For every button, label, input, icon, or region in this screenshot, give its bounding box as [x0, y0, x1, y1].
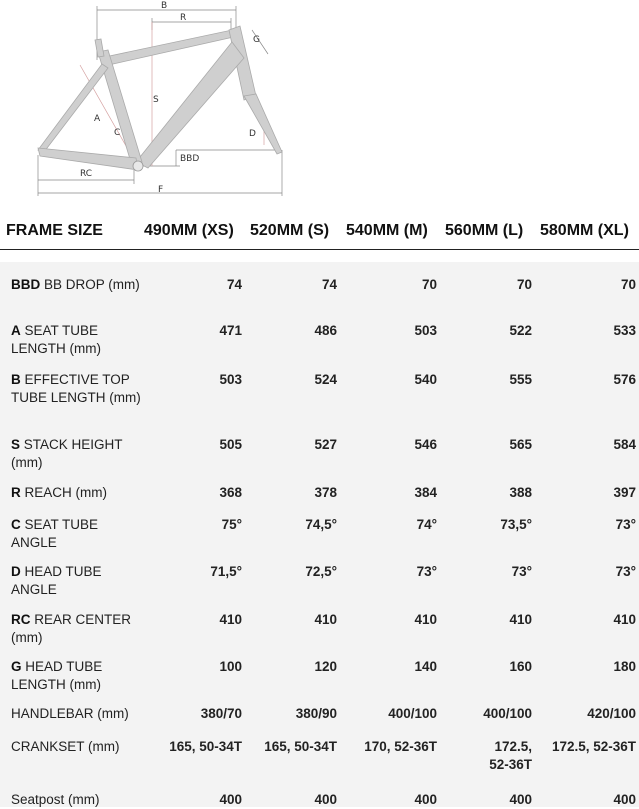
row-label: C SEAT TUBE ANGLE	[11, 517, 99, 550]
cell: 397	[613, 485, 636, 500]
dim-label-bbd: BBD	[180, 154, 200, 164]
header-size-s: 520MM (S)	[250, 222, 330, 239]
cell: 486	[314, 323, 337, 338]
cell: 165, 50-34T	[169, 739, 242, 754]
cell: 471	[219, 323, 242, 338]
cell: 73,5°	[500, 517, 532, 532]
cell: 378	[314, 485, 337, 500]
cell: 70	[516, 277, 532, 292]
cell: 73°	[416, 564, 437, 579]
cell: 576	[613, 372, 636, 387]
row-label: B EFFECTIVE TOP TUBE LENGTH (mm)	[11, 372, 141, 405]
cell: 160	[509, 659, 532, 674]
cell: 533	[613, 323, 636, 338]
cell: 410	[509, 612, 532, 627]
row-label: A SEAT TUBE LENGTH (mm)	[11, 323, 101, 356]
cell: 70	[421, 277, 437, 292]
dim-label-c: C	[114, 128, 121, 138]
cell: 522	[509, 323, 532, 338]
cell: 400	[314, 792, 337, 807]
cell: 584	[613, 437, 636, 452]
cell: 505	[219, 437, 242, 452]
cell: 503	[414, 323, 437, 338]
cell: 75°	[221, 517, 242, 532]
cell: 170, 52-36T	[364, 739, 437, 754]
dim-label-r: R	[180, 13, 187, 23]
header-size-xs: 490MM (XS)	[144, 222, 234, 239]
cell: 74	[226, 277, 242, 292]
cell: 400/100	[388, 706, 437, 721]
dim-label-a: A	[94, 114, 101, 124]
cell: 172.5, 52-36T	[489, 739, 532, 772]
cell: 70	[620, 277, 636, 292]
dim-label-s: S	[153, 95, 159, 105]
row-label: G HEAD TUBE LENGTH (mm)	[11, 659, 103, 692]
cell: 74	[321, 277, 337, 292]
cell: 72,5°	[305, 564, 337, 579]
cell: 165, 50-34T	[264, 739, 337, 754]
cell: 73°	[511, 564, 532, 579]
row-label: RC REAR CENTER (mm)	[11, 612, 132, 645]
cell: 140	[414, 659, 437, 674]
header-size-l: 560MM (L)	[445, 222, 524, 239]
cell: 400	[219, 792, 242, 807]
dim-label-d: D	[249, 129, 256, 139]
cell: 410	[314, 612, 337, 627]
cell: 503	[219, 372, 242, 387]
row-label: D HEAD TUBE ANGLE	[11, 564, 102, 597]
cell: 410	[414, 612, 437, 627]
cell: 74°	[416, 517, 437, 532]
cell: 410	[219, 612, 242, 627]
cell: 410	[613, 612, 636, 627]
row-label: S STACK HEIGHT (mm)	[11, 437, 123, 470]
cell: 400	[414, 792, 437, 807]
cell: 73°	[615, 564, 636, 579]
cell: 71,5°	[210, 564, 242, 579]
row-label: HANDLEBAR (mm)	[11, 706, 129, 721]
cell: 73°	[615, 517, 636, 532]
cell: 524	[314, 372, 337, 387]
frame-geometry-svg	[0, 0, 300, 200]
cell: 100	[219, 659, 242, 674]
row-label: CRANKSET (mm)	[11, 739, 120, 754]
cell: 172.5, 52-36T	[551, 739, 636, 754]
cell: 400	[613, 792, 636, 807]
header-size-m: 540MM (M)	[346, 222, 428, 239]
cell: 400	[509, 792, 532, 807]
cell: 400/100	[483, 706, 532, 721]
bottom-bracket	[133, 161, 143, 171]
row-label: Seatpost (mm)	[11, 792, 100, 807]
header-size-xl: 580MM (XL)	[540, 222, 629, 239]
dim-label-rc: RC	[80, 169, 93, 179]
table-header	[0, 212, 639, 250]
cell: 546	[414, 437, 437, 452]
row-label: BBD BB DROP (mm)	[11, 277, 140, 292]
cell: 540	[414, 372, 437, 387]
cell: 368	[219, 485, 242, 500]
cell: 74,5°	[305, 517, 337, 532]
dim-label-b: B	[161, 1, 168, 11]
dim-label-g: G	[253, 35, 260, 45]
cell: 565	[509, 437, 532, 452]
cell: 388	[509, 485, 532, 500]
frame-geometry-diagram	[0, 0, 300, 200]
cell: 180	[613, 659, 636, 674]
cell: 527	[314, 437, 337, 452]
cell: 120	[314, 659, 337, 674]
cell: 380/90	[295, 706, 337, 721]
cell: 555	[509, 372, 532, 387]
cell: 380/70	[200, 706, 242, 721]
cell: 420/100	[587, 706, 636, 721]
cell: 384	[414, 485, 437, 500]
header-frame-size: FRAME SIZE	[6, 222, 103, 239]
bike-frame	[38, 26, 282, 170]
dim-label-f: F	[158, 185, 164, 195]
row-label: R REACH (mm)	[11, 485, 108, 500]
